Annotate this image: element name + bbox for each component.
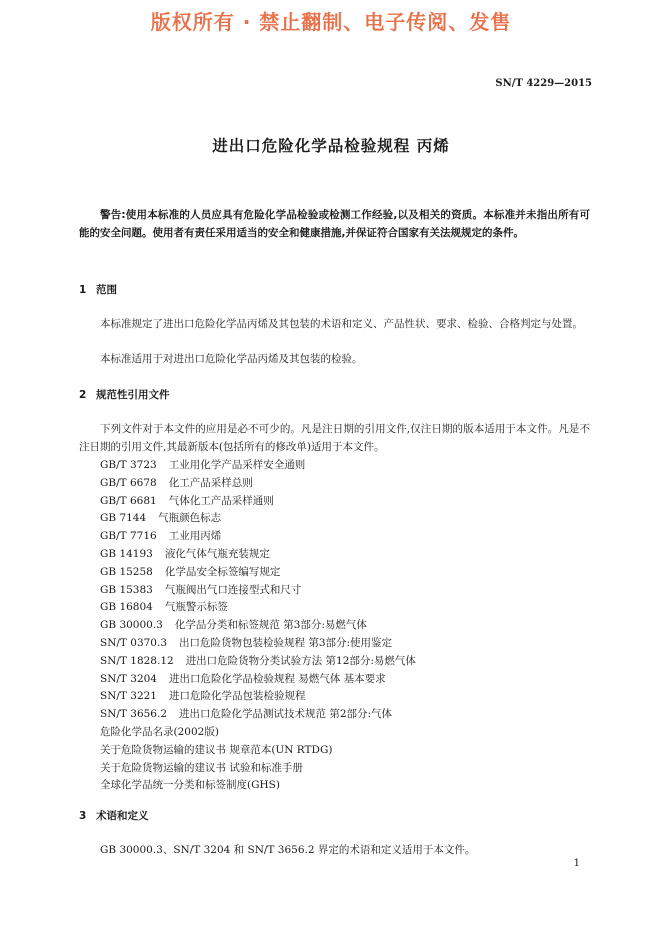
- reference-title: 气瓶颜色标志: [158, 512, 222, 525]
- standard-code: SN/T 4229—2015: [495, 78, 592, 89]
- reference-code: GB/T 7716: [100, 530, 157, 543]
- section-number: 3: [79, 810, 87, 822]
- reference-code: GB 14193: [100, 547, 153, 560]
- document-title: 进出口危险化学品检验规程 丙烯: [212, 137, 450, 155]
- reference-title: 进出口危险化学品测试技术规范 第2部分:气体: [179, 708, 393, 721]
- reference-title: 全球化学品统一分类和标签制度(GHS): [100, 779, 280, 792]
- reference-item: [100, 564, 416, 582]
- reference-item: [100, 475, 416, 493]
- references-intro-paragraph: 下列文件对于本文件的应用是必不可少的。凡是注日期的引用文件,仅注日期的版本适用于本文件。凡是不注日期的引用文件,其最新版本(包括所有的修改单)适用于本文件。: [79, 423, 590, 453]
- reference-code: GB/T 3723: [100, 459, 157, 471]
- reference-code: GB 15258: [100, 565, 153, 578]
- reference-title: 进出口危险货物分类试验方法 第12部分:易燃气体: [185, 654, 416, 667]
- section-heading-normative-references: [79, 387, 170, 402]
- reference-title: 进口危险化学品包装检验规程: [168, 690, 306, 703]
- reference-code: SN/T 3204: [100, 672, 157, 685]
- terms-paragraph: GB 30000.3、SN/T 3204 和 SN/T 3656.2 界定的术语和定义适用于本文件。: [100, 844, 476, 856]
- reference-title: 关于危险货物运输的建议书 试验和标准手册: [100, 761, 303, 774]
- reference-item: [100, 510, 416, 528]
- reference-title: 出口危险货物包装检验规程 第3部分:使用鉴定: [179, 636, 393, 649]
- page-number: 1: [573, 858, 580, 869]
- reference-code: SN/T 3656.2: [100, 708, 167, 721]
- reference-title: 化学品安全标签编写规定: [164, 565, 281, 578]
- section-number: 2: [79, 389, 87, 401]
- reference-item: [100, 688, 416, 706]
- reference-list: [100, 457, 416, 795]
- reference-item: [100, 528, 416, 546]
- reference-title: 关于危险货物运输的建议书 规章范本(UN RTDG): [100, 743, 333, 756]
- reference-item: [100, 760, 416, 778]
- section-title: 术语和定义: [96, 810, 149, 822]
- reference-code: GB 30000.3: [100, 619, 163, 632]
- reference-item: [100, 777, 416, 795]
- reference-item: [100, 724, 416, 742]
- reference-code: SN/T 3221: [100, 690, 157, 703]
- reference-code: SN/T 1828.12: [100, 654, 174, 667]
- reference-item: [100, 671, 416, 689]
- reference-code: GB 15383: [100, 583, 153, 596]
- scope-paragraph-1: 本标准规定了进出口危险化学品丙烯及其包装的术语和定义、产品性状、要求、检验、合格判定与处置。: [100, 318, 583, 330]
- section-title: 范围: [96, 284, 117, 296]
- reference-title: 液化气体气瓶充装规定: [164, 547, 270, 560]
- reference-title: 进出口危险化学品检验规程 易燃气体 基本要求: [168, 672, 386, 685]
- reference-item: [100, 582, 416, 600]
- reference-item: [100, 493, 416, 511]
- reference-item: [100, 617, 416, 635]
- reference-item: [100, 546, 416, 564]
- reference-code: GB/T 6681: [100, 494, 157, 507]
- reference-item: [100, 635, 416, 653]
- reference-code: GB 16804: [100, 601, 153, 614]
- reference-code: GB/T 6678: [100, 476, 157, 489]
- reference-code: SN/T 0370.3: [100, 636, 167, 649]
- reference-item: [100, 653, 416, 671]
- reference-title: 危险化学品名录(2002版): [100, 725, 219, 738]
- warning-notice: 警告:使用本标准的人员应具有危险化学品检验或检测工作经验,以及相关的资质。本标准并未指出所有可能的安全问题。使用者有责任采用适当的安全和健康措施,并保证符合国家有关法规规定的条件。: [79, 209, 590, 239]
- reference-code: GB 7144: [100, 512, 147, 525]
- reference-item: [100, 706, 416, 724]
- reference-item: [100, 457, 416, 475]
- section-title: 规范性引用文件: [96, 389, 170, 401]
- reference-item: [100, 599, 416, 617]
- reference-title: 气瓶阀出气口连接型式和尺寸: [164, 583, 302, 596]
- section-heading-terms-definitions: [79, 808, 149, 823]
- reference-item: [100, 742, 416, 760]
- reference-title: 气体化工产品采样通则: [168, 494, 274, 507]
- reference-title: 工业用化学产品采样安全通则: [168, 459, 306, 471]
- reference-title: 气瓶警示标签: [164, 601, 228, 614]
- reference-title: 工业用丙烯: [168, 530, 222, 543]
- section-heading-scope: [79, 282, 117, 297]
- copyright-watermark: 版权所有 · 禁止翻制、电子传阅、发售: [150, 10, 512, 34]
- section-number: 1: [79, 284, 87, 296]
- scope-paragraph-2: 本标准适用于对进出口危险化学品丙烯及其包装的检验。: [100, 353, 363, 365]
- reference-title: 化学品分类和标签规范 第3部分:易燃气体: [174, 619, 367, 632]
- reference-title: 化工产品采样总则: [168, 476, 253, 489]
